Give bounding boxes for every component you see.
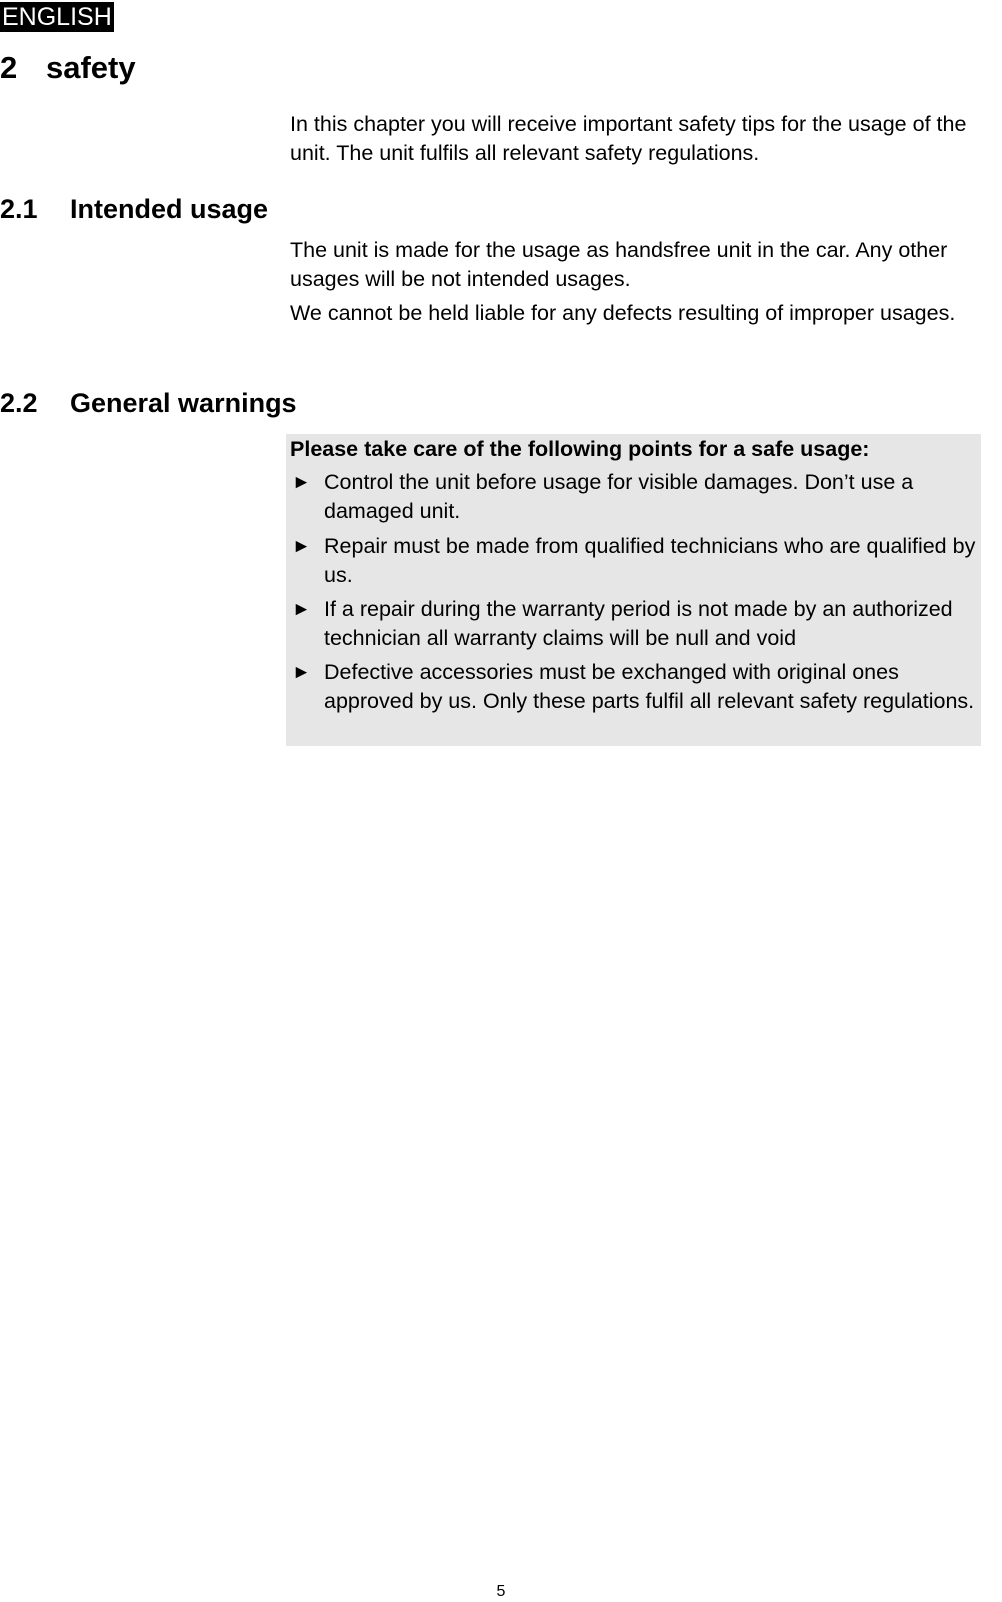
warning-item-text: Control the unit before usage for visible damages. Don’t use a damaged unit. — [324, 470, 914, 523]
bullet-arrow-icon: ► — [292, 599, 311, 620]
bullet-arrow-icon: ► — [292, 662, 311, 683]
section-title-text: General warnings — [70, 388, 297, 418]
warning-item-text: Defective accessories must be exchanged with original ones approved by us. Only these parts fulfil all relevant safety regulations. — [324, 660, 975, 713]
section-title-intended-usage — [0, 192, 268, 226]
chapter-title — [0, 48, 136, 88]
bullet-arrow-icon: ► — [292, 472, 311, 493]
bullet-arrow-icon: ► — [292, 536, 311, 557]
chapter-intro: In this chapter you will receive important safety tips for the usage of the unit. The unit fulfils all relevant safety regulations. — [290, 112, 967, 165]
section-number: 2.2 — [0, 388, 38, 418]
warning-item-text: If a repair during the warranty period is not made by an authorized technician all warranty claims will be null and void — [324, 597, 953, 650]
warnings-heading: Please take care of the following points for a safe usage: — [290, 437, 870, 461]
language-tag: ENGLISH — [2, 3, 112, 31]
intended-usage-paragraph-2: We cannot be held liable for any defects resulting of improper usages. — [290, 301, 956, 325]
section-title-general-warnings — [0, 386, 297, 420]
chapter-title-text: safety — [46, 50, 136, 85]
warning-item-text: Repair must be made from qualified technicians who are qualified by us. — [324, 534, 976, 587]
section-number: 2.1 — [0, 194, 38, 224]
warnings-box — [286, 434, 981, 746]
intended-usage-paragraph-1: The unit is made for the usage as handsfree unit in the car. Any other usages will be not intended usages. — [290, 238, 948, 291]
chapter-number: 2 — [0, 50, 18, 85]
section-title-text: Intended usage — [70, 194, 269, 224]
page-number: 5 — [496, 1583, 506, 1600]
